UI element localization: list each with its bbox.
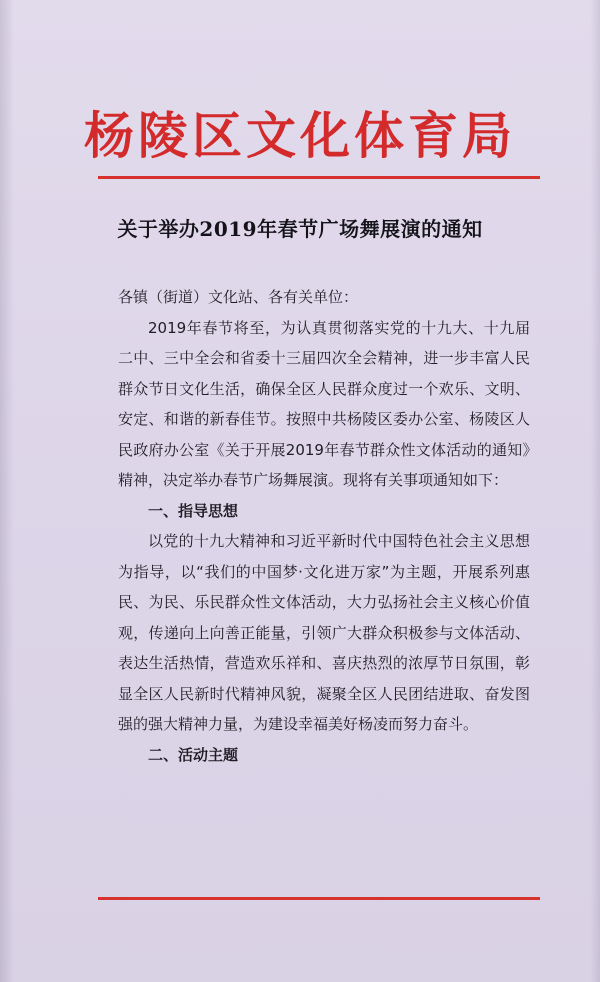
notice-title: 关于举办2019年春节广场舞展演的通知 xyxy=(117,217,483,241)
salutation: 各镇（街道）文化站、各有关单位： xyxy=(118,288,359,306)
section-heading-activity-theme: 二、活动主题 xyxy=(148,745,239,764)
section-heading-guiding-ideology: 一、指导思想 xyxy=(148,501,239,520)
header-red-rule xyxy=(98,176,540,179)
guiding-ideology-paragraph: 以党的十九大精神和习近平新时代中国特色社会主义思想为指导，以“我们的中国梦·文化进万家”为主题，开展系列惠民、为民、乐民群众性文体活动，大力弘扬社会主义核心价值观，传递向上向善正能量，引领广大群众积极参与文体活动、表达生活热情，营造欢乐祥和、喜庆热烈的浓厚节日氛围，彰显全区人民新时代精神风貌，凝聚全区人民团结进取、奋发图强的强大精神力量，为建设幸福美好杨凌而努力奋斗。 xyxy=(118,532,530,733)
footer-red-rule xyxy=(98,897,540,900)
intro-paragraph: 2019年春节将至，为认真贯彻落实党的十九大、十九届二中、三中全会和省委十三届四次全会精神，进一步丰富人民群众节日文化生活，确保全区人民群众度过一个欢乐、文明、安定、和谐的新春佳节。按照中共杨陵区委办公室、杨陵区人民政府办公室《关于开展2019年春节群众性文体活动的通知》精神，决定举办春节广场舞展演。现将有关事项通知如下： xyxy=(118,318,530,489)
org-title: 杨陵区文化体育局 xyxy=(84,106,516,165)
document-body xyxy=(118,282,530,770)
